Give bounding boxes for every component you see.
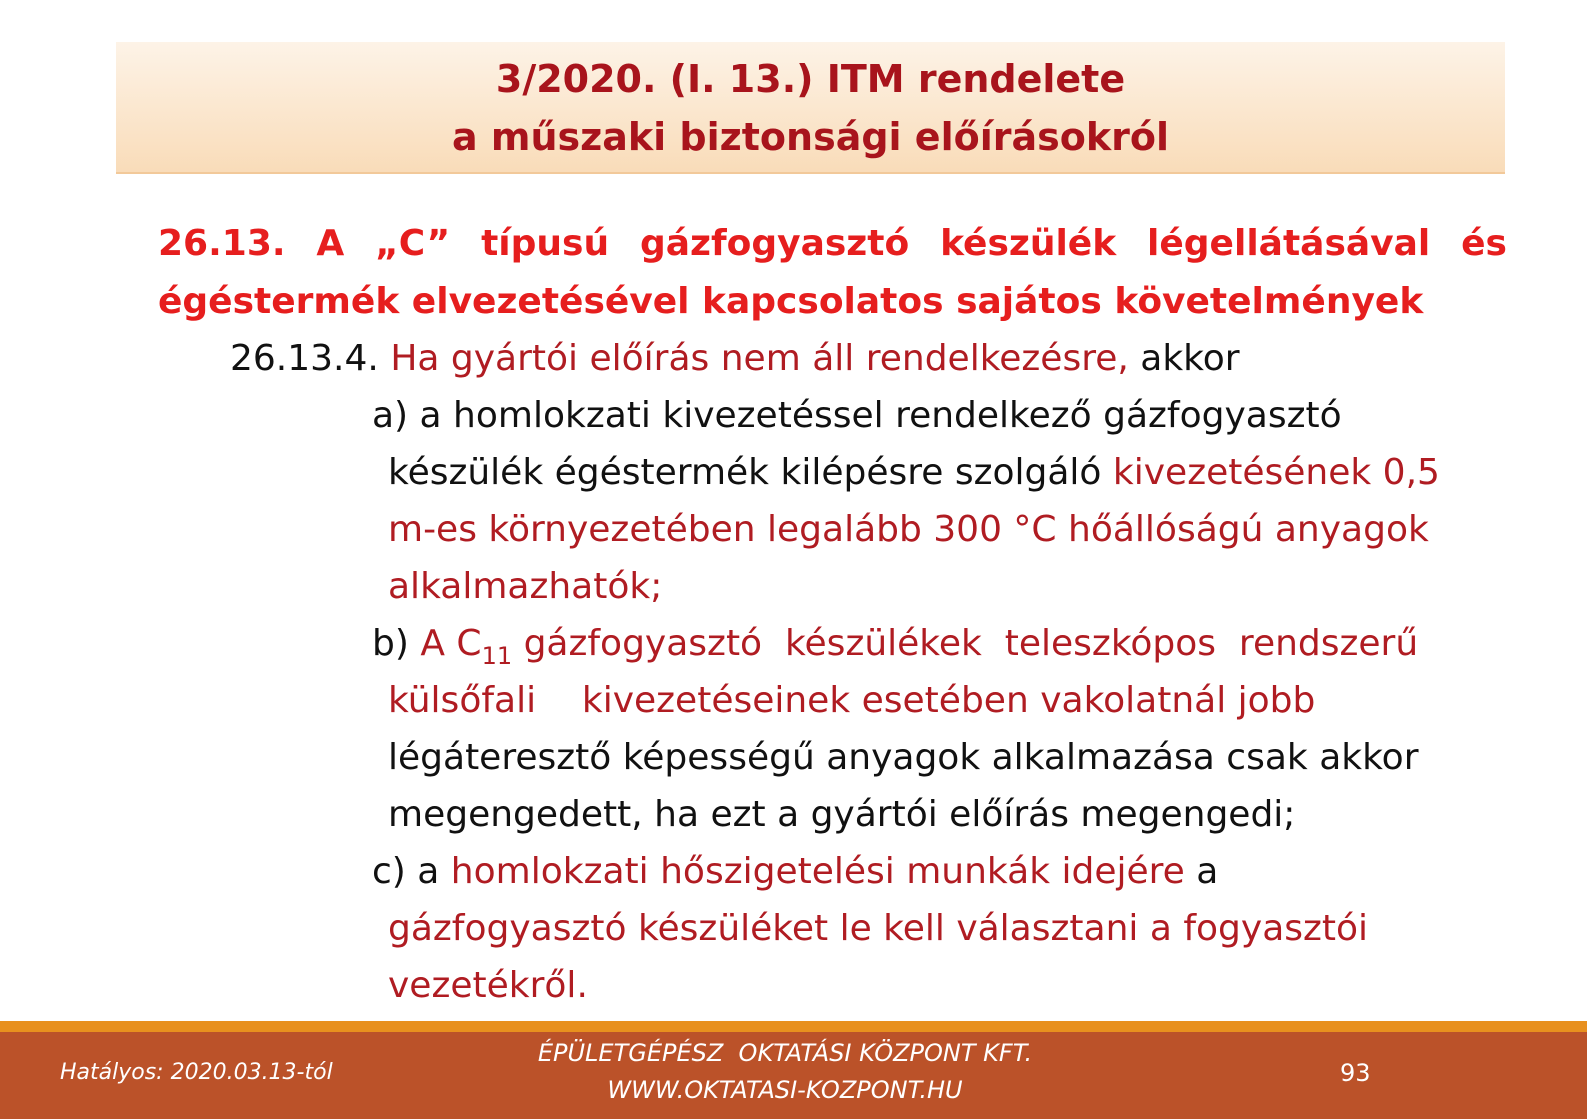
item-b-c-prefix: A C — [420, 623, 482, 664]
rule-line — [230, 338, 1240, 379]
slide-number: 93 — [1340, 1059, 1371, 1087]
item-c-line2: gázfogyasztó készüléket le kell választani a fogyasztói — [388, 908, 1369, 949]
footer-accent-bar — [0, 1021, 1587, 1032]
item-c-line3: vezetékről. — [388, 965, 588, 1006]
rule-number: 26.13.4. — [230, 338, 379, 379]
title-banner — [116, 42, 1505, 174]
slide-title-line1: 3/2020. (I. 13.) ITM rendelete — [495, 57, 1126, 101]
footer-website: WWW.OKTATASI-KOZPONT.HU — [607, 1076, 963, 1104]
section-word: típusú — [481, 223, 610, 264]
item-a-line2 — [388, 452, 1440, 493]
item-a-highlight: kivezetésének 0,5 — [1112, 452, 1440, 493]
item-b-c-subscript: 11 — [481, 642, 513, 670]
section-heading-line1 — [158, 223, 1507, 264]
item-c-label: c) a — [372, 851, 440, 892]
section-word: és — [1461, 223, 1507, 264]
footer-organization: ÉPÜLETGÉPÉSZ OKTATÁSI KÖZPONT KFT. — [537, 1039, 1033, 1067]
footer-bar — [0, 1032, 1587, 1119]
item-a-line4: alkalmazhatók; — [388, 566, 663, 607]
section-word: légellátásával — [1147, 223, 1431, 264]
rule-then: akkor — [1140, 338, 1240, 379]
item-c-line1 — [372, 851, 1219, 892]
item-c-highlight: homlokzati hőszigetelési munkák idejére — [450, 851, 1185, 892]
item-b-line1-rest: gázfogyasztó készülékek teleszkópos rendszerű — [512, 623, 1419, 664]
item-a-line3: m-es környezetében legalább 300 °C hőállóságú anyagok — [388, 509, 1429, 550]
item-b-line4: megengedett, ha ezt a gyártói előírás megengedi; — [388, 794, 1296, 835]
rule-condition: Ha gyártói előírás nem áll rendelkezésre, — [390, 338, 1129, 379]
section-word: gázfogyasztó — [639, 223, 910, 264]
section-word: 26.13. — [158, 223, 286, 264]
section-word: A — [316, 223, 345, 264]
item-a-text: készülék égéstermék kilépésre szolgáló — [388, 452, 1102, 493]
item-b-line1 — [372, 623, 1419, 670]
item-b-line2: külsőfali kivezetéseinek esetében vakolatnál jobb — [388, 680, 1316, 721]
section-word: „C” — [375, 223, 451, 264]
item-c-text: a — [1196, 851, 1219, 892]
item-a-line1: a) a homlokzati kivezetéssel rendelkező gázfogyasztó — [372, 395, 1342, 436]
effective-date: Hatályos: 2020.03.13-tól — [60, 1060, 333, 1085]
section-heading-line2: égéstermék elvezetésével kapcsolatos sajátos követelmények — [158, 281, 1424, 322]
section-word: készülék — [940, 223, 1117, 264]
slide-title-line2: a műszaki biztonsági előírásokról — [452, 115, 1169, 159]
item-b-line3: légáteresztő képességű anyagok alkalmazása csak akkor — [388, 737, 1419, 778]
item-b-label: b) — [372, 623, 409, 664]
